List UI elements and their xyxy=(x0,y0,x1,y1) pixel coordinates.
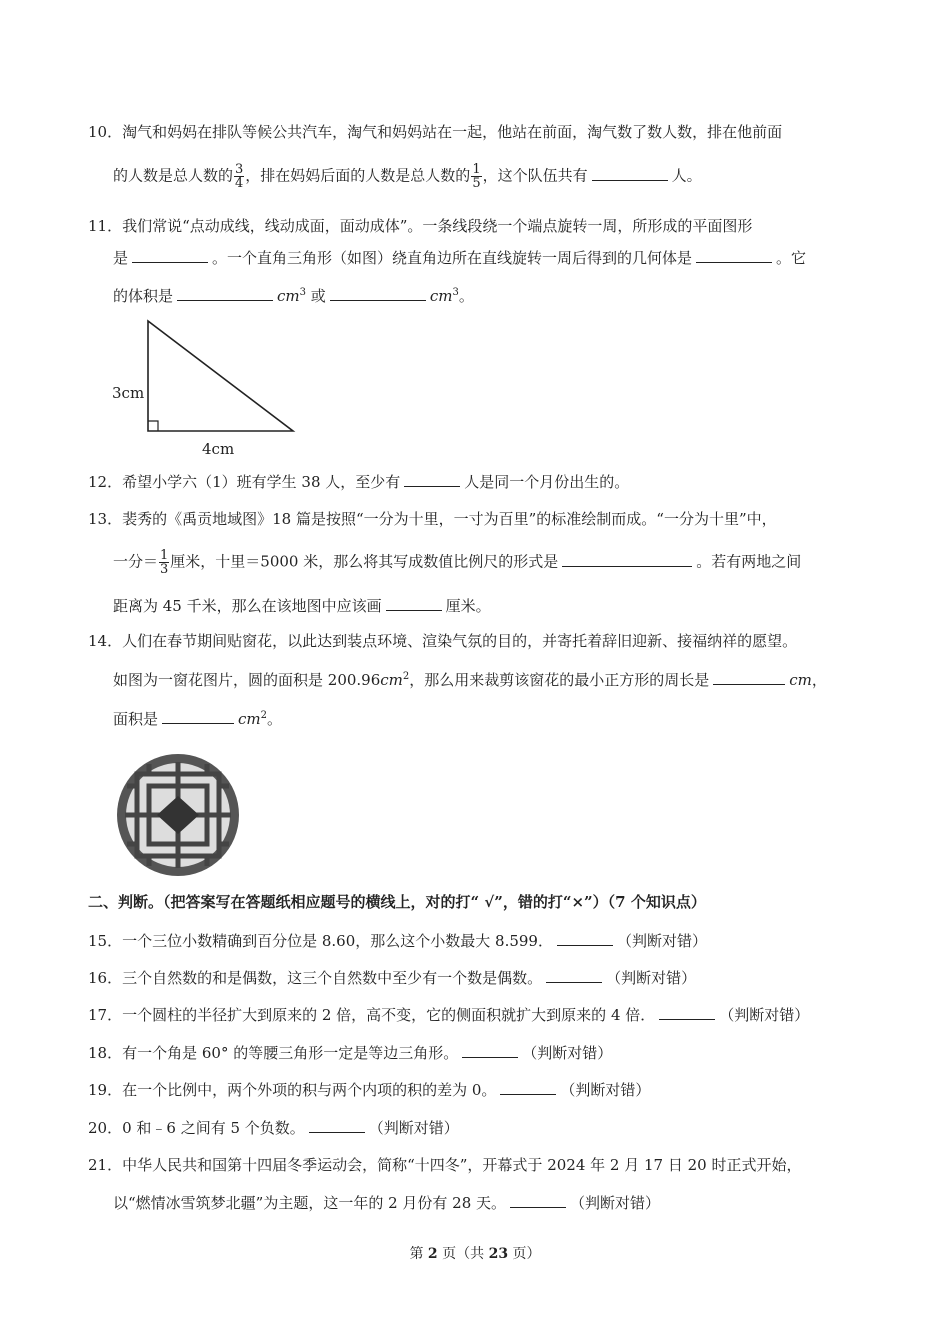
q21-answer-blank[interactable] xyxy=(510,1191,566,1208)
judge-tag: （判断对错） xyxy=(719,1006,810,1024)
q21-line1: 21．中华人民共和国第十四届冬季运动会，简称“十四冬”，开幕式于 2024 年 2 月 17 日 20 时正式开始， xyxy=(88,1156,802,1174)
q14-text-end: 。 xyxy=(267,710,283,728)
q17-line xyxy=(88,1003,809,1026)
q19-text: 19．在一个比例中，两个外项的积与两个内项的积的差为 0。 xyxy=(88,1081,497,1099)
triangle-side-label: 3cm xyxy=(112,384,145,402)
q12-answer-blank[interactable] xyxy=(404,470,460,487)
q15-text: 15．一个三位小数精确到百分位是 8.60，那么这个小数最大 8.599． xyxy=(88,932,553,950)
judge-tag: （判断对错） xyxy=(368,1119,459,1137)
q15-answer-blank[interactable] xyxy=(557,929,613,946)
triangle-shape xyxy=(148,321,293,431)
q14-line3 xyxy=(113,707,282,730)
q13-text-b: 厘米，十里＝5000 米，那么将其写成数值比例尺的形式是 xyxy=(170,552,559,571)
q15-line xyxy=(88,929,707,952)
unit-cm: cm xyxy=(238,710,261,728)
judge-tag: （判断对错） xyxy=(570,1194,661,1212)
q13-line3 xyxy=(113,594,491,617)
fraction-numerator: 1 xyxy=(472,162,481,177)
unit-cm: cm xyxy=(429,287,453,305)
q18-line xyxy=(88,1041,612,1064)
footer-text-b: 页（共 xyxy=(437,1246,489,1262)
unit-exponent: 2 xyxy=(260,710,268,721)
q10-text-d: 人。 xyxy=(671,166,702,185)
page-footer xyxy=(0,1243,950,1263)
judge-tag: （判断对错） xyxy=(522,1044,613,1062)
unit-cm: cm xyxy=(277,287,300,305)
q10-text-a: 的人数是总人数的 xyxy=(113,166,234,185)
q13-blank-distance[interactable] xyxy=(386,594,442,611)
q11-blank-plane-figure[interactable] xyxy=(132,246,208,263)
judge-tag: （判断对错） xyxy=(616,932,707,950)
q11-line3 xyxy=(113,284,474,307)
q13-text-d: 距离为 45 千米，那么在该地图中应该画 xyxy=(113,597,382,615)
footer-text-a: 第 xyxy=(409,1246,428,1262)
q14-line1: 14．人们在春节期间贴窗花，以此达到装点环境、渲染气氛的目的，并寄托着辞旧迎新、接福纳祥的愿望。 xyxy=(88,632,798,650)
fraction-one-third xyxy=(159,549,169,576)
unit-exponent: 2 xyxy=(402,671,410,682)
q10-text-c: ，这个队伍共有 xyxy=(482,166,588,185)
q11-blank-volume-2[interactable] xyxy=(330,284,426,301)
q13-blank-scale[interactable] xyxy=(562,550,692,567)
q11-text-c: 。它 xyxy=(776,249,807,267)
q13-text-e: 厘米。 xyxy=(445,597,491,615)
q13-text-a: 一分＝ xyxy=(113,552,159,571)
q16-line xyxy=(88,966,696,989)
fraction-denominator: 4 xyxy=(235,176,244,191)
q11-text-b: 。一个直角三角形（如图）绕直角边所在直线旋转一周后得到的几何体是 xyxy=(212,249,693,267)
fraction-denominator: 5 xyxy=(472,176,481,191)
judge-tag: （判断对错） xyxy=(560,1081,651,1099)
q11-text-end: 。 xyxy=(458,287,474,305)
q11-text-a: 是 xyxy=(113,249,129,267)
q10-text-b: ，排在妈妈后面的人数是总人数的 xyxy=(245,166,471,185)
q14-text-comma: ， xyxy=(811,671,827,689)
fraction-numerator: 1 xyxy=(160,548,169,563)
q14-blank-perimeter[interactable] xyxy=(713,668,785,685)
q17-answer-blank[interactable] xyxy=(659,1003,715,1020)
unit-cm: cm xyxy=(380,671,403,689)
q11-line1: 11．我们常说“点动成线，线动成面，面动成体”。一条线段绕一个端点旋转一周，所形成的平面图形 xyxy=(88,217,753,235)
q19-answer-blank[interactable] xyxy=(500,1078,556,1095)
q16-text: 16．三个自然数的和是偶数，这三个自然数中至少有一个数是偶数。 xyxy=(88,969,543,987)
total-pages: 23 xyxy=(488,1246,509,1262)
q11-text-volume: 的体积是 xyxy=(113,287,174,305)
unit-cm: cm xyxy=(789,671,812,689)
window-flower-image xyxy=(115,752,241,878)
q11-text-or: 或 xyxy=(310,287,326,305)
q11-blank-solid[interactable] xyxy=(696,246,772,263)
q16-answer-blank[interactable] xyxy=(546,966,602,983)
q20-text: 20．0 和﹣6 之间有 5 个负数。 xyxy=(88,1119,305,1137)
fraction-denominator: 3 xyxy=(160,562,169,577)
fraction-numerator: 3 xyxy=(235,162,244,177)
q18-answer-blank[interactable] xyxy=(462,1041,518,1058)
q17-text: 17．一个圆柱的半径扩大到原来的 2 倍，高不变，它的侧面积就扩大到原来的 4 倍． xyxy=(88,1006,656,1024)
footer-text-c: 页） xyxy=(508,1246,541,1262)
q13-line1: 13．裴秀的《禹贡地域图》18 篇是按照“一分为十里，一寸为百里”的标准绘制而成。“一分为十里”中， xyxy=(88,510,777,528)
judge-tag: （判断对错） xyxy=(606,969,697,987)
q13-line2 xyxy=(113,549,801,576)
unit-exponent: 3 xyxy=(452,287,459,298)
q10-line1: 10．淘气和妈妈在排队等候公共汽车，淘气和妈妈站在一起，他站在前面，淘气数了数人数，排在他前面 xyxy=(88,123,783,141)
q20-line xyxy=(88,1116,459,1139)
q12-line xyxy=(88,470,629,493)
q18-text: 18．有一个角是 60° 的等腰三角形一定是等边三角形。 xyxy=(88,1044,459,1062)
q12-text-b: 人是同一个月份出生的。 xyxy=(464,473,630,491)
fraction-one-fifth xyxy=(471,163,481,190)
q14-text-b: ，那么用来裁剪该窗花的最小正方形的周长是 xyxy=(409,671,710,689)
section2-heading: 二、判断。（把答案写在答题纸相应题号的横线上，对的打“ √”，错的打“×”）（7 个知识点） xyxy=(88,893,706,911)
q20-answer-blank[interactable] xyxy=(309,1116,365,1133)
q14-text-area: 面积是 xyxy=(113,710,159,728)
q12-text-a: 12．希望小学六（1）班有学生 38 人，至少有 xyxy=(88,473,401,491)
q21-line2 xyxy=(113,1191,660,1214)
q21-text: 以“燃情冰雪筑梦北疆”为主题，这一年的 2 月份有 28 天。 xyxy=(113,1194,507,1212)
fraction-three-quarters xyxy=(234,163,244,190)
q11-line2 xyxy=(113,246,806,269)
q10-answer-blank[interactable] xyxy=(592,164,668,181)
q14-blank-area[interactable] xyxy=(162,707,234,724)
q11-blank-volume-1[interactable] xyxy=(177,284,273,301)
q14-line2 xyxy=(113,668,827,691)
q19-line xyxy=(88,1078,650,1101)
triangle-base-label: 4cm xyxy=(202,440,235,458)
q10-line2 xyxy=(113,163,702,190)
unit-exponent: 3 xyxy=(299,287,307,298)
q13-text-c: 。若有两地之间 xyxy=(696,552,802,571)
q14-text-a: 如图为一窗花图片，圆的面积是 200.96 xyxy=(113,671,381,689)
right-angle-mark xyxy=(148,421,158,431)
page-number: 2 xyxy=(427,1246,438,1262)
